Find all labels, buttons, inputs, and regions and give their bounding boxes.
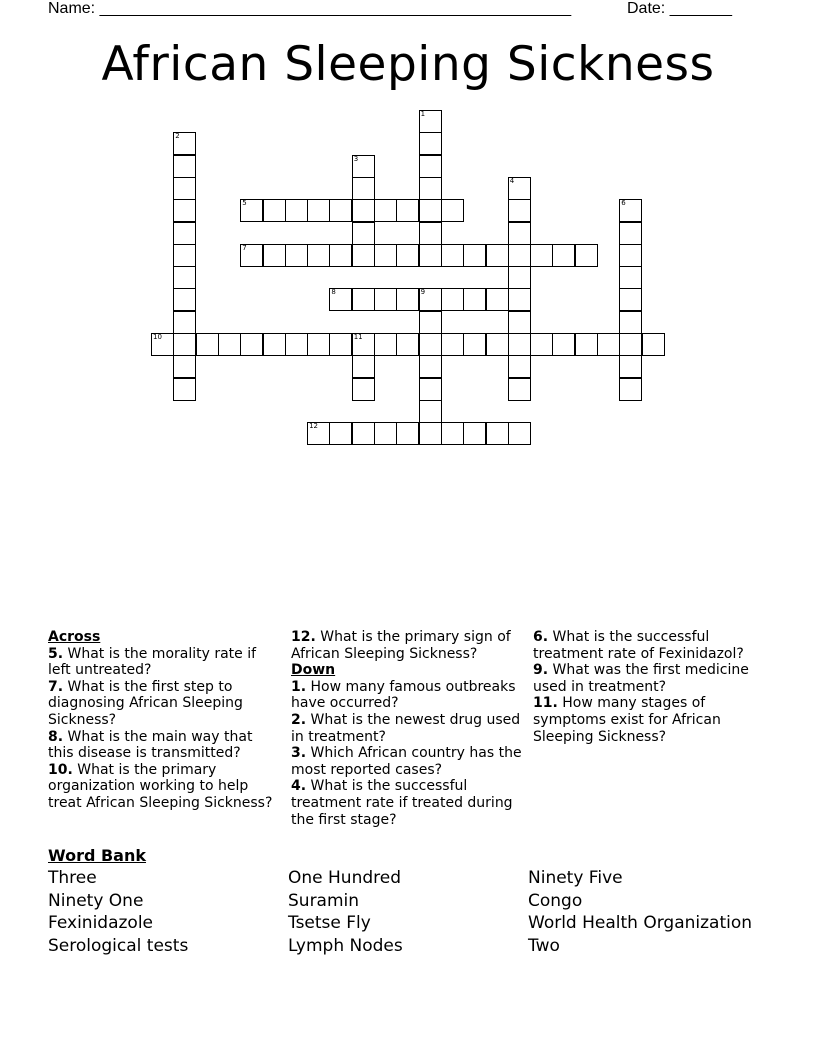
crossword-grid: [0, 0, 816, 460]
crossword-cell[interactable]: [508, 199, 531, 222]
crossword-cell[interactable]: [352, 333, 375, 356]
crossword-cell[interactable]: [419, 288, 442, 311]
crossword-cell[interactable]: [575, 333, 598, 356]
crossword-cell[interactable]: [307, 244, 330, 267]
clue-text: Which African country has the most reported cases?: [291, 745, 522, 778]
word-bank-item: One Hundred: [288, 868, 402, 888]
clue-number: 2.: [291, 711, 307, 728]
crossword-cell[interactable]: [619, 244, 642, 267]
crossword-cell[interactable]: [419, 378, 442, 401]
page-title: African Sleeping Sickness: [101, 37, 715, 92]
date-field-line: Date: _______: [627, 0, 732, 17]
crossword-cell[interactable]: [374, 288, 397, 311]
crossword-cell[interactable]: [642, 333, 665, 356]
crossword-cell[interactable]: [508, 177, 531, 200]
crossword-cell[interactable]: [307, 333, 330, 356]
crossword-cell[interactable]: [352, 177, 375, 200]
crossword-cell[interactable]: [396, 199, 419, 222]
clue-down-1: [291, 679, 523, 712]
word-bank-item: Serological tests: [48, 936, 189, 956]
crossword-cell[interactable]: [530, 244, 553, 267]
down-heading: Down: [291, 662, 336, 679]
clue-number: 9.: [533, 662, 549, 679]
crossword-cell[interactable]: [441, 288, 464, 311]
crossword-cell[interactable]: [374, 199, 397, 222]
crossword-cell[interactable]: [419, 110, 442, 133]
crossword-cell[interactable]: [263, 199, 286, 222]
crossword-cell[interactable]: [419, 311, 442, 334]
crossword-cell[interactable]: [374, 333, 397, 356]
cell-number: 10: [153, 333, 162, 341]
crossword-cell[interactable]: [307, 199, 330, 222]
crossword-cell[interactable]: [218, 333, 241, 356]
cell-number: 5: [242, 199, 247, 208]
crossword-cell[interactable]: [263, 244, 286, 267]
crossword-cell[interactable]: [240, 244, 263, 267]
clue-number: 1.: [291, 678, 307, 695]
clue-down-3: [291, 745, 523, 778]
cell-number: 4: [509, 176, 515, 185]
crossword-cell[interactable]: [285, 199, 308, 222]
crossword-cell[interactable]: [486, 422, 509, 445]
clue-down-6: [533, 629, 765, 662]
clue-text: What is the first step to diagnosing African Sleeping Sickness?: [48, 678, 243, 728]
word-bank-item: Suramin: [288, 891, 360, 911]
crossword-cell[interactable]: [419, 244, 442, 267]
crossword-cell[interactable]: [374, 244, 397, 267]
crossword-cell[interactable]: [173, 155, 196, 178]
clue-text: How many famous outbreaks have occurred?: [291, 678, 516, 712]
word-bank-item: World Health Organization: [528, 913, 753, 933]
crossword-cell[interactable]: [173, 199, 196, 222]
crossword-cell[interactable]: [463, 333, 486, 356]
clues-column-2: [291, 629, 523, 828]
crossword-cell[interactable]: [396, 288, 419, 311]
clue-down-9: [533, 662, 765, 695]
clue-text: What is the main way that this disease is transmitted?: [48, 728, 253, 762]
crossword-cell[interactable]: [173, 333, 196, 356]
crossword-cell[interactable]: [419, 177, 442, 200]
word-bank-item: Tsetse Fly: [288, 913, 371, 933]
clue-number: 7.: [48, 678, 64, 695]
crossword-cell[interactable]: [329, 244, 352, 267]
crossword-cell[interactable]: [419, 355, 442, 378]
crossword-cell[interactable]: [619, 288, 642, 311]
crossword-cell[interactable]: [173, 132, 196, 155]
crossword-cell[interactable]: [530, 333, 553, 356]
crossword-cell[interactable]: [419, 333, 442, 356]
clue-text: What is the successful treatment rate if treated during the first stage?: [291, 778, 513, 828]
crossword-cell[interactable]: [173, 244, 196, 267]
word-bank-item: Three: [48, 868, 97, 888]
crossword-cell[interactable]: [329, 333, 352, 356]
crossword-cell[interactable]: [508, 355, 531, 378]
clue-across-5: [48, 646, 280, 679]
crossword-cell[interactable]: [329, 422, 352, 445]
cell-number: 9: [420, 288, 426, 297]
cell-number: 2: [175, 132, 180, 141]
crossword-cell[interactable]: [619, 333, 642, 356]
crossword-cell[interactable]: [508, 222, 531, 245]
crossword-cell[interactable]: [619, 199, 642, 222]
clue-number: 6.: [533, 629, 549, 645]
crossword-cell[interactable]: [329, 288, 352, 311]
crossword-cell[interactable]: [552, 244, 575, 267]
crossword-cell[interactable]: [419, 199, 442, 222]
crossword-cell[interactable]: [352, 355, 375, 378]
crossword-cell[interactable]: [352, 155, 375, 178]
clue-down-2: [291, 712, 523, 745]
crossword-cell[interactable]: [352, 222, 375, 245]
clue-number: 10.: [48, 761, 73, 778]
crossword-cell[interactable]: [463, 422, 486, 445]
word-bank-item: Ninety Five: [528, 868, 623, 888]
clue-down-11: [533, 695, 765, 745]
crossword-cell[interactable]: [619, 355, 642, 378]
crossword-cell[interactable]: [508, 311, 531, 334]
across-heading: Across: [48, 629, 101, 645]
crossword-cell[interactable]: [486, 244, 509, 267]
clues-column-1: [48, 629, 280, 812]
word-bank-item: Two: [528, 936, 560, 956]
crossword-cell[interactable]: [419, 132, 442, 155]
crossword-cell[interactable]: [619, 311, 642, 334]
crossword-cell[interactable]: [463, 244, 486, 267]
clue-text: How many stages of symptoms exist for African Sleeping Sickness?: [533, 695, 721, 745]
crossword-cell[interactable]: [173, 288, 196, 311]
clue-number: 11.: [533, 695, 558, 712]
clue-text: What is the primary sign of African Sleeping Sickness?: [291, 629, 511, 662]
crossword-cell[interactable]: [619, 378, 642, 401]
clue-number: 5.: [48, 645, 64, 662]
crossword-cell[interactable]: [173, 311, 196, 334]
clue-number: 3.: [291, 745, 307, 762]
crossword-cell[interactable]: [396, 422, 419, 445]
word-bank-heading: Word Bank: [48, 846, 147, 865]
word-bank-item: Lymph Nodes: [288, 936, 403, 956]
clue-down-4: [291, 778, 523, 828]
crossword-cell[interactable]: [352, 199, 375, 222]
crossword-cell[interactable]: [419, 222, 442, 245]
crossword-cell[interactable]: [552, 333, 575, 356]
crossword-cell[interactable]: [329, 199, 352, 222]
clue-across-10: [48, 762, 280, 812]
clue-text: What is the newest drug used in treatment?: [291, 711, 521, 745]
crossword-cell[interactable]: [285, 244, 308, 267]
crossword-cell[interactable]: [419, 155, 442, 178]
crossword-cell[interactable]: [173, 355, 196, 378]
crossword-cell[interactable]: [441, 199, 464, 222]
cell-number: 7: [242, 243, 247, 252]
word-bank-item: Fexinidazole: [48, 913, 154, 933]
crossword-cell[interactable]: [173, 222, 196, 245]
clue-number: 8.: [48, 728, 64, 745]
crossword-cell[interactable]: [173, 266, 196, 289]
crossword-cell[interactable]: [196, 333, 219, 356]
clue-across-7: [48, 679, 280, 729]
clue-across-12: [291, 629, 523, 662]
crossword-cell[interactable]: [352, 378, 375, 401]
cell-number: 11: [353, 333, 363, 341]
crossword-cell[interactable]: [419, 400, 442, 423]
crossword-cell[interactable]: [396, 333, 419, 356]
crossword-cell[interactable]: [352, 288, 375, 311]
crossword-cell[interactable]: [173, 378, 196, 401]
crossword-cell[interactable]: [508, 266, 531, 289]
clue-number: 12.: [291, 629, 316, 645]
clue-number: 4.: [291, 778, 307, 795]
crossword-cell[interactable]: [463, 288, 486, 311]
crossword-cell[interactable]: [619, 222, 642, 245]
crossword-cell[interactable]: [441, 333, 464, 356]
crossword-cell[interactable]: [352, 244, 375, 267]
crossword-cell[interactable]: [352, 422, 375, 445]
crossword-cell[interactable]: [597, 333, 620, 356]
crossword-cell[interactable]: [285, 333, 308, 356]
crossword-cell[interactable]: [508, 378, 531, 401]
crossword-cell[interactable]: [307, 422, 330, 445]
clues-column-3: [533, 629, 765, 745]
name-field-line: Name: _____________________________________________________: [48, 0, 572, 17]
crossword-cell[interactable]: [508, 288, 531, 311]
crossword-cell[interactable]: [441, 244, 464, 267]
crossword-cell[interactable]: [240, 333, 263, 356]
crossword-cell[interactable]: [441, 422, 464, 445]
cell-number: 12: [309, 422, 319, 431]
cell-number: 3: [353, 154, 359, 163]
clue-text: What is the morality rate if left untreated?: [48, 645, 257, 679]
crossword-cell[interactable]: [173, 177, 196, 200]
crossword-cell[interactable]: [374, 422, 397, 445]
cell-number: 1: [420, 110, 426, 118]
word-bank-item: Congo: [528, 891, 583, 911]
crossword-cell[interactable]: [263, 333, 286, 356]
crossword-cell[interactable]: [619, 266, 642, 289]
crossword-cell[interactable]: [508, 422, 531, 445]
crossword-cell[interactable]: [151, 333, 174, 356]
clue-text: What was the first medicine used in treatment?: [533, 662, 749, 695]
cell-number: 8: [331, 288, 336, 297]
crossword-cell[interactable]: [508, 244, 531, 267]
clue-across-8: [48, 729, 280, 762]
crossword-cell[interactable]: [419, 422, 442, 445]
crossword-cell[interactable]: [486, 333, 509, 356]
crossword-cell[interactable]: [486, 288, 509, 311]
clue-text: What is the successful treatment rate of Fexinidazol?: [533, 629, 744, 662]
crossword-cell[interactable]: [575, 244, 598, 267]
crossword-cell[interactable]: [508, 333, 531, 356]
clue-text: What is the primary organization working to help treat African Sleeping Sickness?: [48, 761, 273, 811]
word-bank-item: Ninety One: [48, 891, 144, 911]
crossword-cell[interactable]: [240, 199, 263, 222]
crossword-cell[interactable]: [396, 244, 419, 267]
cell-number: 6: [621, 199, 626, 208]
